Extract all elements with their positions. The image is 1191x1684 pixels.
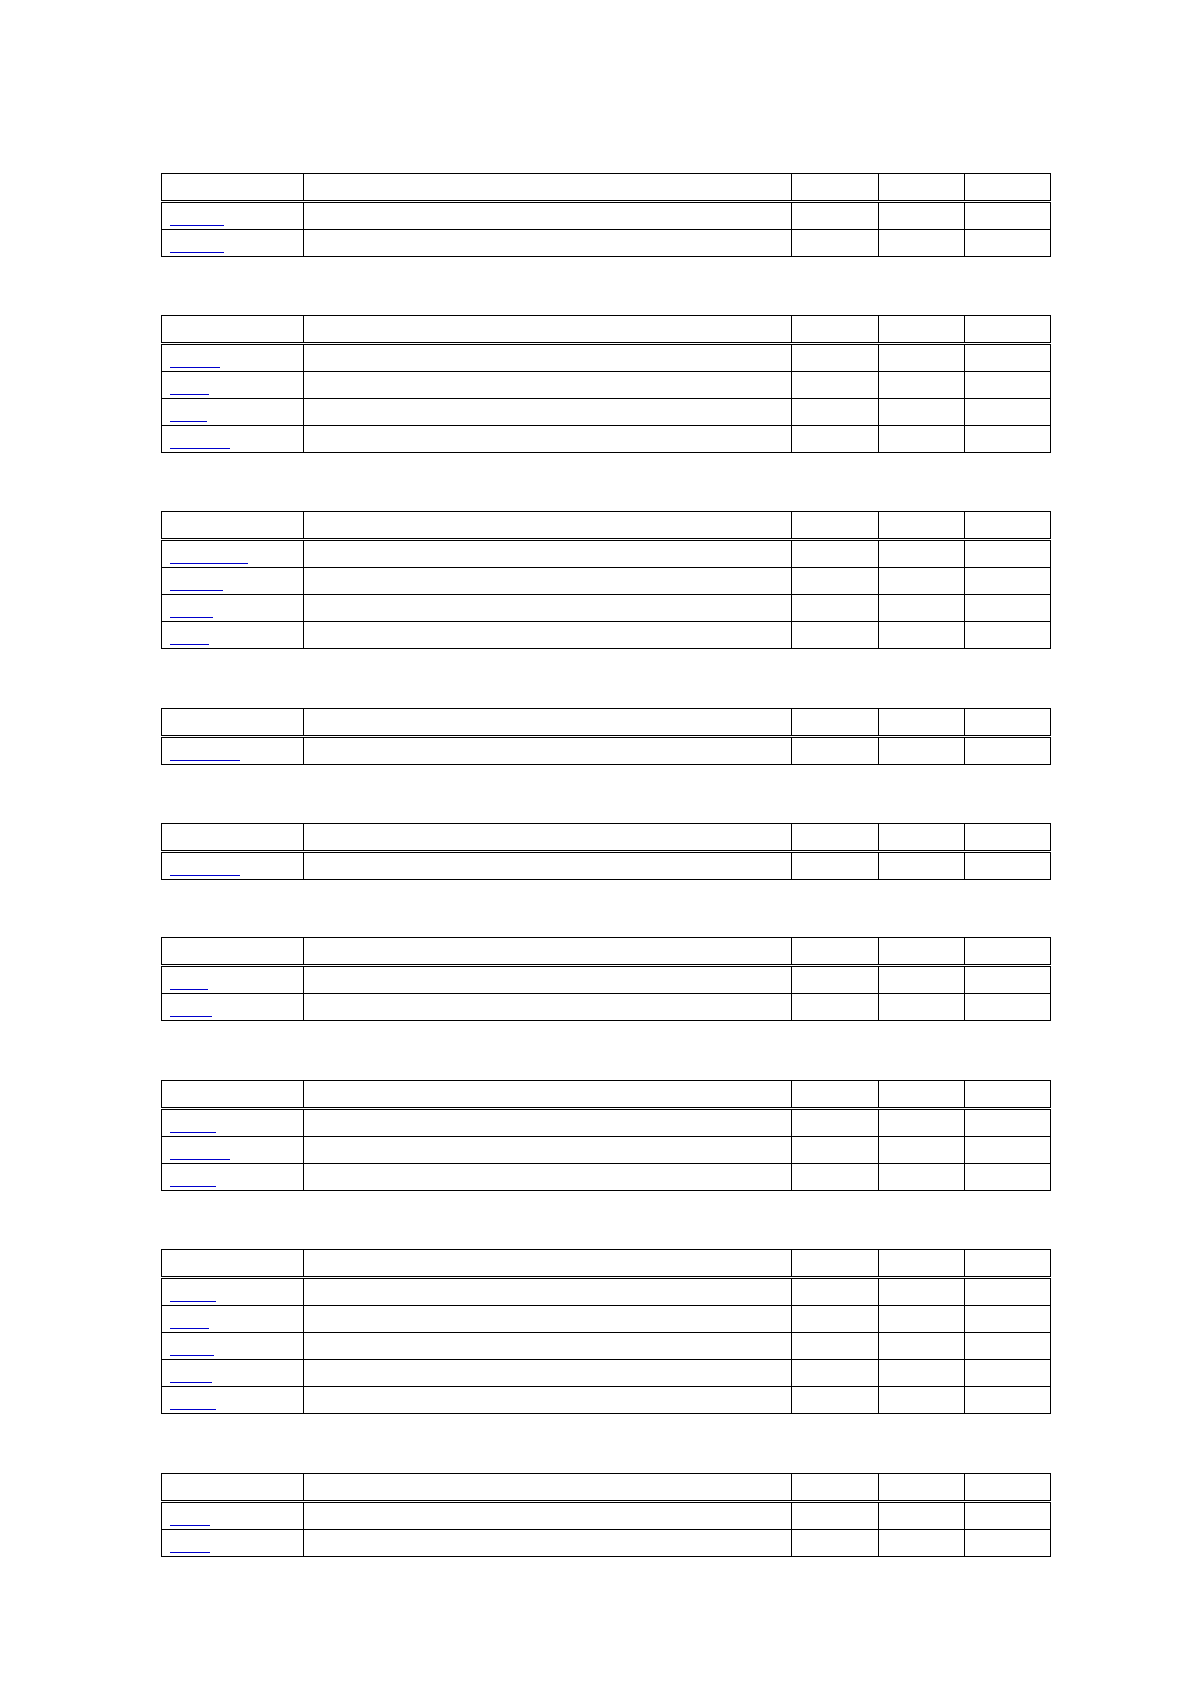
- row-link[interactable]: [170, 987, 208, 990]
- table-cell: [792, 852, 879, 880]
- table-header-cell: [965, 174, 1051, 202]
- table-row: [162, 1333, 1051, 1360]
- table-cell: [879, 1278, 965, 1306]
- table-cell: [162, 994, 304, 1021]
- table-row: [162, 426, 1051, 453]
- table-cell: [965, 1137, 1051, 1164]
- table-header-cell: [965, 824, 1051, 852]
- table-row: [162, 1137, 1051, 1164]
- table-cell: [162, 622, 304, 649]
- table-cell: [792, 426, 879, 453]
- table-cell: [792, 568, 879, 595]
- table-header-cell: [792, 938, 879, 966]
- table-header-cell: [792, 316, 879, 344]
- table-cell: [965, 540, 1051, 568]
- row-link[interactable]: [170, 1523, 210, 1526]
- table-cell: [965, 737, 1051, 765]
- table-header-cell: [162, 824, 304, 852]
- table-header-row: [162, 1250, 1051, 1278]
- table-header-row: [162, 512, 1051, 540]
- table-header-cell: [879, 709, 965, 737]
- table-cell: [879, 737, 965, 765]
- row-link[interactable]: [170, 446, 230, 449]
- table-row: [162, 399, 1051, 426]
- table-cell: [792, 595, 879, 622]
- table-cell: [304, 1306, 792, 1333]
- table-cell: [304, 568, 792, 595]
- table-cell: [304, 1530, 792, 1557]
- table-cell: [792, 622, 879, 649]
- row-link[interactable]: [170, 392, 209, 395]
- table-cell: [162, 852, 304, 880]
- table-cell: [879, 994, 965, 1021]
- table-cell: [162, 1502, 304, 1530]
- row-link[interactable]: [170, 615, 213, 618]
- row-link[interactable]: [170, 1380, 212, 1383]
- table-cell: [162, 426, 304, 453]
- table-header-cell: [965, 1250, 1051, 1278]
- table-row: [162, 1360, 1051, 1387]
- table-cell: [162, 737, 304, 765]
- data-table: [161, 511, 1051, 649]
- table-cell: [304, 540, 792, 568]
- table-cell: [792, 1278, 879, 1306]
- table-header-cell: [792, 1474, 879, 1502]
- table-cell: [304, 426, 792, 453]
- row-link[interactable]: [170, 1407, 216, 1410]
- table-row: [162, 540, 1051, 568]
- table-header-cell: [304, 1250, 792, 1278]
- table-cell: [792, 737, 879, 765]
- table-cell: [304, 595, 792, 622]
- row-link[interactable]: [170, 223, 224, 226]
- table-cell: [304, 852, 792, 880]
- table-cell: [965, 622, 1051, 649]
- table-cell: [879, 1360, 965, 1387]
- table-cell: [792, 1137, 879, 1164]
- table-row: [162, 1306, 1051, 1333]
- table-cell: [304, 1502, 792, 1530]
- table-cell: [162, 1278, 304, 1306]
- table-cell: [304, 1278, 792, 1306]
- table-cell: [792, 994, 879, 1021]
- table-cell: [162, 230, 304, 257]
- table-cell: [792, 540, 879, 568]
- table-header-cell: [965, 1081, 1051, 1109]
- table-cell: [162, 595, 304, 622]
- table-cell: [879, 1333, 965, 1360]
- table-row: [162, 994, 1051, 1021]
- table-row: [162, 372, 1051, 399]
- table-cell: [965, 1530, 1051, 1557]
- row-link[interactable]: [170, 561, 248, 564]
- table-row: [162, 202, 1051, 230]
- table-cell: [792, 1109, 879, 1137]
- table-cell: [304, 737, 792, 765]
- table-header-cell: [304, 709, 792, 737]
- row-link[interactable]: [170, 365, 220, 368]
- data-table: [161, 173, 1051, 257]
- table-cell: [965, 994, 1051, 1021]
- table-cell: [965, 1333, 1051, 1360]
- table-cell: [304, 1387, 792, 1414]
- table-header-cell: [304, 824, 792, 852]
- table-cell: [162, 344, 304, 372]
- table-row: [162, 852, 1051, 880]
- table-header-row: [162, 1081, 1051, 1109]
- data-table: [161, 823, 1051, 880]
- table-cell: [965, 1387, 1051, 1414]
- table-cell: [879, 1109, 965, 1137]
- table-header-cell: [879, 174, 965, 202]
- table-cell: [879, 426, 965, 453]
- table-cell: [965, 1109, 1051, 1137]
- table-row: [162, 568, 1051, 595]
- table-cell: [879, 540, 965, 568]
- table-row: [162, 1109, 1051, 1137]
- table-header-cell: [304, 512, 792, 540]
- table-header-cell: [965, 512, 1051, 540]
- table-cell: [879, 1502, 965, 1530]
- table-cell: [965, 426, 1051, 453]
- table-cell: [965, 1306, 1051, 1333]
- table-cell: [965, 568, 1051, 595]
- row-link[interactable]: [170, 1014, 212, 1017]
- table-cell: [965, 595, 1051, 622]
- table-cell: [879, 852, 965, 880]
- table-cell: [304, 230, 792, 257]
- table-cell: [162, 399, 304, 426]
- table-cell: [965, 1360, 1051, 1387]
- row-link[interactable]: [170, 758, 240, 761]
- table-cell: [792, 202, 879, 230]
- table-header-cell: [879, 938, 965, 966]
- table-cell: [879, 372, 965, 399]
- table-cell: [792, 1333, 879, 1360]
- table-cell: [304, 1333, 792, 1360]
- table-cell: [162, 1137, 304, 1164]
- table-header-cell: [792, 174, 879, 202]
- table-header-cell: [792, 1081, 879, 1109]
- table-header-cell: [162, 512, 304, 540]
- row-link[interactable]: [170, 250, 224, 253]
- table-header-cell: [879, 1474, 965, 1502]
- table-header-cell: [304, 316, 792, 344]
- data-table: [161, 315, 1051, 453]
- table-header-cell: [792, 1250, 879, 1278]
- table-cell: [792, 1306, 879, 1333]
- table-cell: [879, 966, 965, 994]
- table-row: [162, 1502, 1051, 1530]
- table-cell: [162, 1164, 304, 1191]
- table-header-cell: [162, 709, 304, 737]
- table-cell: [792, 1164, 879, 1191]
- table-cell: [792, 372, 879, 399]
- data-table: [161, 937, 1051, 1021]
- table-header-cell: [792, 709, 879, 737]
- table-header-row: [162, 938, 1051, 966]
- table-cell: [879, 1306, 965, 1333]
- table-cell: [304, 344, 792, 372]
- table-row: [162, 595, 1051, 622]
- row-link[interactable]: [170, 1550, 210, 1553]
- row-link[interactable]: [170, 1130, 216, 1133]
- row-link[interactable]: [170, 642, 209, 645]
- table-header-row: [162, 709, 1051, 737]
- row-link[interactable]: [170, 1299, 216, 1302]
- table-row: [162, 966, 1051, 994]
- table-cell: [879, 568, 965, 595]
- table-header-cell: [965, 1474, 1051, 1502]
- row-link[interactable]: [170, 419, 207, 422]
- table-cell: [162, 1109, 304, 1137]
- table-header-cell: [879, 512, 965, 540]
- table-cell: [162, 568, 304, 595]
- table-cell: [792, 344, 879, 372]
- table-cell: [879, 1530, 965, 1557]
- table-cell: [879, 399, 965, 426]
- table-row: [162, 344, 1051, 372]
- row-link[interactable]: [170, 873, 240, 876]
- table-cell: [965, 372, 1051, 399]
- table-header-cell: [162, 316, 304, 344]
- table-cell: [162, 1387, 304, 1414]
- table-header-cell: [792, 824, 879, 852]
- table-header-cell: [162, 1474, 304, 1502]
- table-header-cell: [304, 1081, 792, 1109]
- data-table: [161, 1249, 1051, 1414]
- data-table: [161, 1473, 1051, 1557]
- table-cell: [879, 1387, 965, 1414]
- table-cell: [304, 399, 792, 426]
- table-cell: [965, 966, 1051, 994]
- table-cell: [792, 1502, 879, 1530]
- table-cell: [304, 994, 792, 1021]
- table-cell: [965, 202, 1051, 230]
- table-cell: [162, 966, 304, 994]
- table-cell: [304, 1360, 792, 1387]
- table-cell: [879, 202, 965, 230]
- table-cell: [965, 852, 1051, 880]
- table-header-cell: [965, 709, 1051, 737]
- table-cell: [965, 230, 1051, 257]
- table-header-row: [162, 824, 1051, 852]
- row-link[interactable]: [170, 1353, 214, 1356]
- table-header-cell: [965, 316, 1051, 344]
- data-table: [161, 1080, 1051, 1191]
- table-cell: [792, 1360, 879, 1387]
- table-cell: [304, 1109, 792, 1137]
- table-header-cell: [162, 938, 304, 966]
- table-cell: [965, 1502, 1051, 1530]
- table-cell: [162, 540, 304, 568]
- table-cell: [879, 1137, 965, 1164]
- table-cell: [304, 1137, 792, 1164]
- table-cell: [162, 372, 304, 399]
- table-header-cell: [304, 938, 792, 966]
- table-cell: [304, 372, 792, 399]
- table-row: [162, 622, 1051, 649]
- table-cell: [792, 230, 879, 257]
- table-cell: [162, 1306, 304, 1333]
- table-cell: [879, 622, 965, 649]
- table-cell: [879, 344, 965, 372]
- table-cell: [792, 1387, 879, 1414]
- table-cell: [304, 202, 792, 230]
- table-header-cell: [792, 512, 879, 540]
- row-link[interactable]: [170, 1157, 230, 1160]
- table-cell: [792, 1530, 879, 1557]
- table-row: [162, 230, 1051, 257]
- table-header-row: [162, 1474, 1051, 1502]
- table-cell: [162, 1333, 304, 1360]
- table-cell: [304, 622, 792, 649]
- table-header-cell: [879, 316, 965, 344]
- table-header-cell: [162, 174, 304, 202]
- table-header-cell: [965, 938, 1051, 966]
- table-header-row: [162, 174, 1051, 202]
- table-header-cell: [304, 1474, 792, 1502]
- table-header-row: [162, 316, 1051, 344]
- table-cell: [879, 595, 965, 622]
- row-link[interactable]: [170, 1184, 216, 1187]
- table-cell: [162, 1530, 304, 1557]
- row-link[interactable]: [170, 1326, 209, 1329]
- table-cell: [304, 966, 792, 994]
- table-cell: [162, 1360, 304, 1387]
- table-header-cell: [162, 1081, 304, 1109]
- table-cell: [965, 344, 1051, 372]
- table-cell: [879, 230, 965, 257]
- table-cell: [965, 1164, 1051, 1191]
- table-cell: [965, 1278, 1051, 1306]
- table-row: [162, 1530, 1051, 1557]
- table-header-cell: [304, 174, 792, 202]
- table-header-cell: [879, 1250, 965, 1278]
- table-row: [162, 1387, 1051, 1414]
- table-cell: [304, 1164, 792, 1191]
- table-header-cell: [162, 1250, 304, 1278]
- table-header-cell: [879, 824, 965, 852]
- table-row: [162, 737, 1051, 765]
- table-row: [162, 1164, 1051, 1191]
- table-cell: [162, 202, 304, 230]
- table-row: [162, 1278, 1051, 1306]
- data-table: [161, 708, 1051, 765]
- table-cell: [879, 1164, 965, 1191]
- row-link[interactable]: [170, 588, 223, 591]
- table-header-cell: [879, 1081, 965, 1109]
- table-cell: [965, 399, 1051, 426]
- table-cell: [792, 966, 879, 994]
- table-cell: [792, 399, 879, 426]
